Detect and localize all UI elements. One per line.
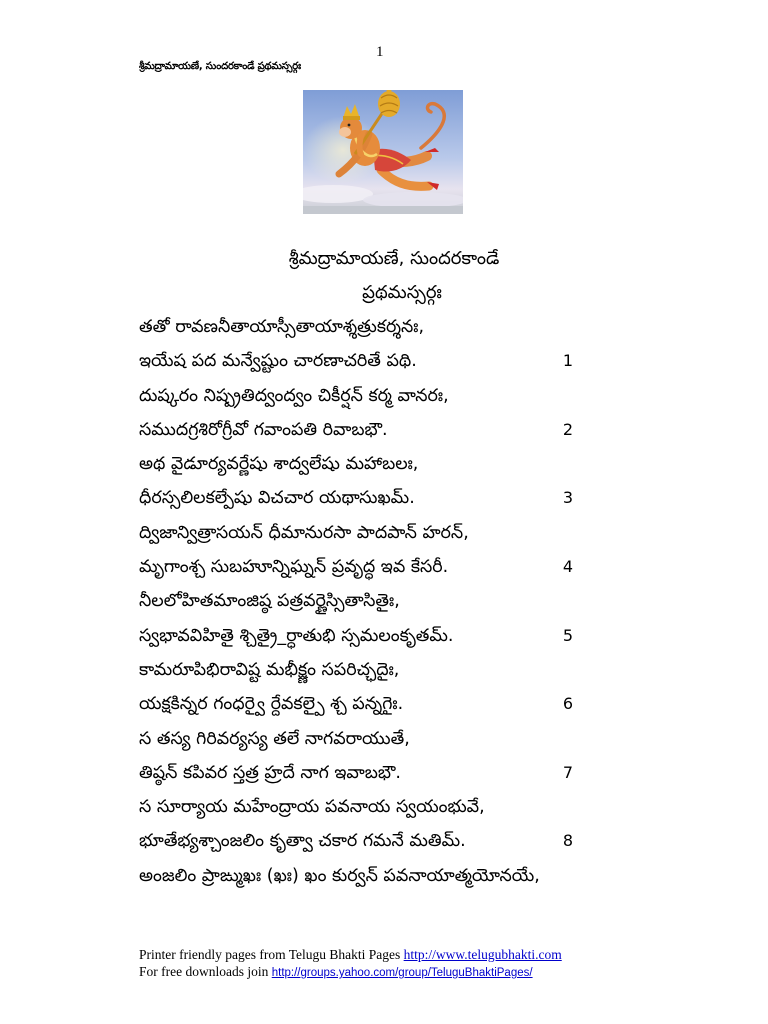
verse-text: నీలలోహితమాంజిష్ఠ పత్రవర్ణైస్సితాసితైః,: [139, 591, 400, 612]
verse-line: [139, 556, 579, 590]
verse-number: 3: [562, 488, 573, 508]
verse-line: [139, 385, 579, 419]
verse-line: [139, 453, 579, 487]
verse-line: [139, 865, 579, 899]
verse-number: 2: [562, 419, 573, 439]
verse-number: 4: [562, 557, 573, 577]
yahoo-group-link[interactable]: http://groups.yahoo.com/group/TeluguBhaktiPages/: [271, 967, 533, 979]
footer-text-2: For free downloads join: [139, 964, 272, 979]
hanuman-flying-illustration: [303, 90, 463, 214]
verse-text: కామరూపిభిరావిష్ట మభీక్ష్ణం సపరిచ్ఛదైః,: [139, 659, 400, 680]
verse-number: 1: [562, 351, 573, 371]
verse-number: 5: [562, 625, 573, 645]
footer: [139, 946, 562, 982]
verse-line: [139, 728, 579, 762]
verse-number: 8: [562, 831, 573, 851]
chapter-title: ప్రథమస్సర్గః: [362, 282, 442, 303]
verse-text: తతో రావణనీతాయాస్సీతాయాశ్శత్రుకర్శనః,: [139, 317, 425, 337]
verse-text: ద్విజాన్విత్రాసయన్ ధీమానురసా పాదపాన్ హరన్,: [139, 522, 469, 543]
verse-text: ఇయేష పద మన్వేష్టుం చారణాచరితే పథి.: [139, 351, 417, 372]
footer-line-1: [139, 946, 562, 963]
verse-text: స తస్య గిరివర్యస్య తలే నాగవరాయుతే,: [139, 728, 410, 749]
verse-text: మృగాంశ్చ సుబహూన్నిఘ్నన్ ప్రవృద్ధ ఇవ కేసరీ.: [139, 557, 449, 578]
verse-text: భూతేభ్యశ్చాంజలిం కృత్వా చకార గమనే మతిమ్.: [139, 831, 466, 852]
document-title: శ్రీమద్రామాయణే, సుందరకాండే: [288, 248, 500, 269]
verse-line: [139, 419, 579, 453]
verse-line: [139, 590, 579, 624]
verse-text: అంజలిం ప్రాఙ్ముఖః (ఖః) ఖం కుర్వన్ పవనాయాత్మయోనయే,: [139, 865, 540, 886]
verse-text: అథ వైడూర్యవర్ణేషు శాద్వలేషు మహాబలః,: [139, 454, 419, 475]
verse-line: [139, 693, 579, 727]
verse-text: దుష్కరం నిష్ప్రతిద్వంద్వం చికీర్షన్ కర్మ వానరః,: [139, 385, 449, 406]
verse-text: తిష్ఠన్ కపివర స్తత్ర హ్రదే నాగ ఇవాబభౌ.: [139, 762, 401, 783]
verse-number: 7: [562, 762, 573, 782]
running-header: శ్రీమద్రామాయణే, సుందరకాండే ప్రథమస్సర్గః: [139, 61, 301, 72]
footer-text-1: Printer friendly pages from Telugu Bhakti Pages: [139, 947, 404, 962]
verse-line: [139, 762, 579, 796]
verse-line: [139, 522, 579, 556]
verse-line: [139, 659, 579, 693]
verse-line: [139, 487, 579, 521]
verse-number: 6: [562, 694, 573, 714]
telugubhakti-site-link[interactable]: http://www.telugubhakti.com: [403, 947, 562, 962]
verse-list: [139, 316, 579, 899]
verse-text: యక్షకిన్నర గంధర్వై ర్దేవకల్పై శ్చ పన్నగైః.: [139, 694, 404, 715]
verse-line: [139, 796, 579, 830]
page-number: 1: [376, 44, 384, 60]
verse-text: ధీరస్సలిలకల్పేషు విచచార యథాసుఖమ్.: [139, 488, 415, 509]
verse-text: స్వభావవిహితై శ్చిత్రై_ర్ధాతుభి స్సమలంకృతమ్.: [139, 625, 454, 646]
verse-line: [139, 350, 579, 384]
verse-line: [139, 316, 579, 350]
verse-text: సముదగ్రశిరోగ్రీవో గవాంపతి రివాబభౌ.: [139, 419, 388, 440]
verse-line: [139, 830, 579, 864]
footer-line-2: [139, 963, 562, 982]
verse-text: స సూర్యాయ మహేంద్రాయ పవనాయ స్వయంభువే,: [139, 797, 485, 818]
verse-line: [139, 625, 579, 659]
